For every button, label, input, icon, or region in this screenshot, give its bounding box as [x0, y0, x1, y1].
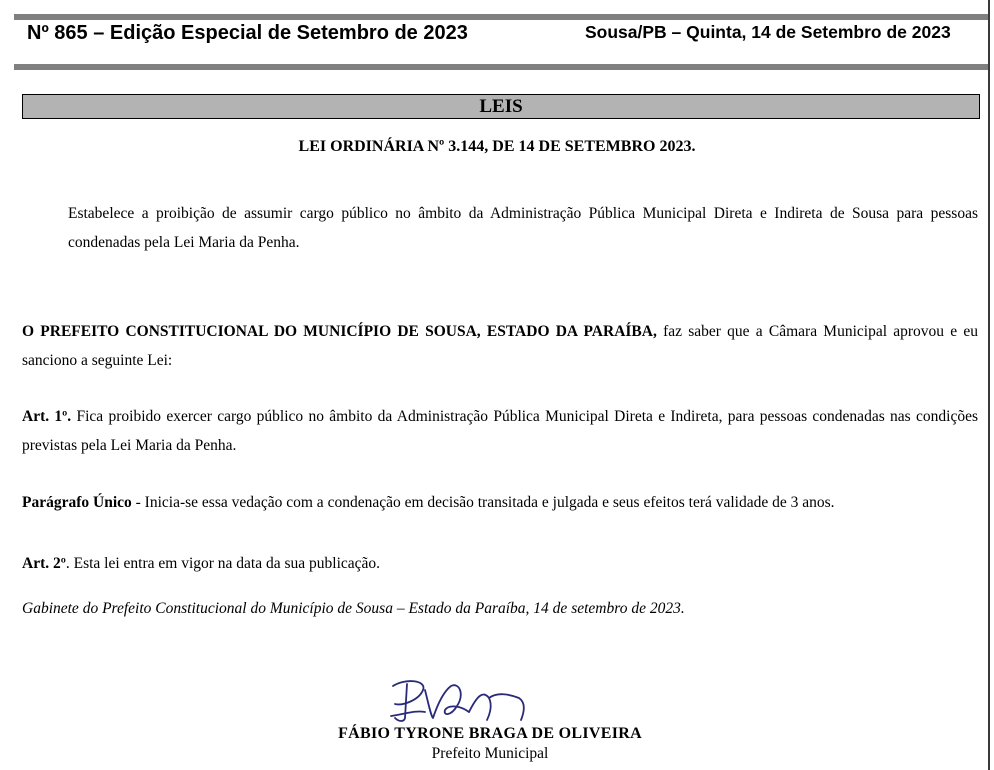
section-heading-leis: LEIS — [22, 94, 980, 119]
law-preamble — [22, 317, 978, 375]
preamble-text: faz saber que a Câmara Municipal aprovou e eu sanciono a seguinte Lei: — [22, 323, 979, 369]
page-frame-edge — [988, 0, 990, 770]
article-2-label: Art. 2º — [22, 555, 66, 572]
edition-label: Nº 865 – Edição Especial de Setembro de 2023 — [27, 22, 468, 44]
article-1 — [22, 402, 978, 460]
article-1-label: Art. 1º. — [22, 408, 72, 425]
signer-title: Prefeito Municipal — [431, 745, 549, 762]
handwritten-signature — [385, 676, 535, 728]
article-2-text: . Esta lei entra em vigor na data da sua publicação. — [65, 555, 381, 572]
law-title: LEI ORDINÁRIA Nº 3.144, DE 14 DE SETEMBRO 2023. — [298, 138, 696, 155]
paragrafo-unico-text: - Inicia-se essa vedação com a condenação em decisão transitada e julgada e seus efeitos terá validade de 3 anos. — [131, 494, 835, 511]
closing-statement: Gabinete do Prefeito Constitucional do Município de Sousa – Estado da Paraíba, 14 de setembro de 2023. — [22, 600, 685, 617]
preamble-authority: O PREFEITO CONSTITUCIONAL DO MUNICÍPIO DE SOUSA, ESTADO DA PARAÍBA, — [22, 323, 657, 340]
signer-name: FÁBIO TYRONE BRAGA DE OLIVEIRA — [338, 725, 642, 742]
paragrafo-unico-label: Parágrafo Único — [22, 494, 132, 511]
law-ementa: Estabelece a proibição de assumir cargo público no âmbito da Administração Pública Municipal Direta e Indireta de Sousa para pessoas condenadas pela Lei Maria da Penha. — [68, 205, 978, 251]
location-date-label: Sousa/PB – Quinta, 14 de Setembro de 2023 — [585, 22, 951, 42]
header-rule-bottom — [14, 64, 988, 70]
paragrafo-unico — [22, 488, 978, 517]
header-rule-top — [14, 14, 988, 20]
article-2 — [22, 549, 978, 578]
article-1-text: Fica proibido exercer cargo público no âmbito da Administração Pública Municipal Direta e Indireta, para pessoas condenadas nas condições previstas pela Lei Maria da Penha. — [22, 408, 978, 454]
